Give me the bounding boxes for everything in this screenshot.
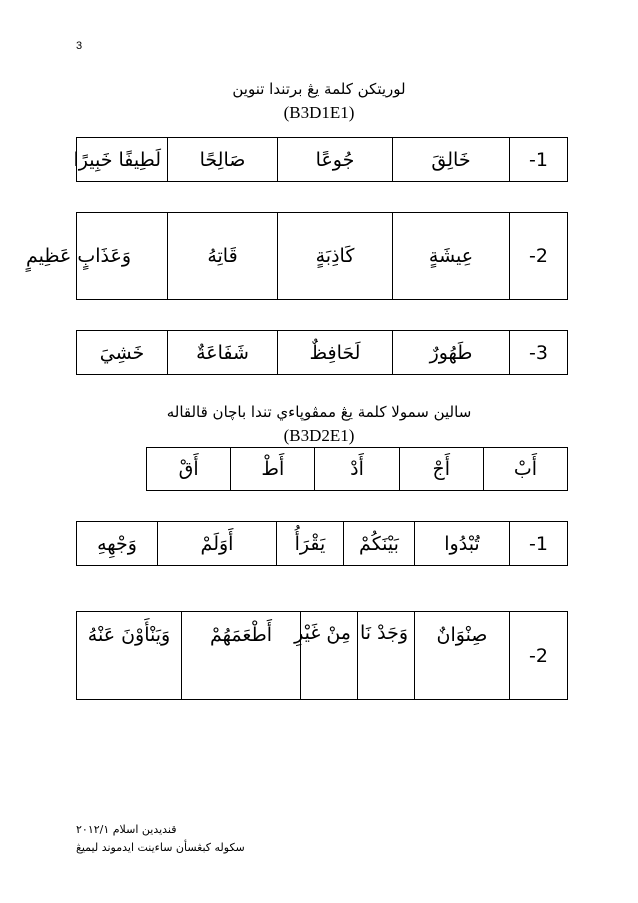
word-cell: بَيْنَكُمْ <box>344 522 415 566</box>
exercise-row-table <box>76 611 568 700</box>
exercise-row-table <box>26 212 568 300</box>
exercise-row-table <box>76 330 568 375</box>
exercise-row-table <box>73 137 568 182</box>
word-cell: تُبْدُوا <box>415 522 510 566</box>
section1-title: لوريتكن كلمة يڠ برتندا تنوين <box>232 80 406 98</box>
word-cell: يَقْرَأُ <box>277 522 344 566</box>
word-cell: وَعَذَابٍ عَظِيمٍ <box>77 213 168 300</box>
letter-cell: أَدْ <box>315 448 399 491</box>
row-number: -3 <box>510 331 568 375</box>
row-number: -1 <box>510 522 568 566</box>
section2-code: (B3D2E1) <box>283 426 355 445</box>
word-cell: صِنْوَانٌ <box>415 612 510 700</box>
row-number: -1 <box>510 138 568 182</box>
qalqalah-letters-table <box>146 447 568 491</box>
word-cell: قَاتِهُ <box>168 213 278 300</box>
word-cell: صَالِحًا <box>168 138 278 182</box>
word-cell: كَاذِبَةٍ <box>278 213 393 300</box>
word-cell: مِنْ غَيْرِ <box>301 612 358 700</box>
row-number: -2 <box>510 612 568 700</box>
exercise-row-table <box>76 521 568 566</box>
word-cell: جُوعًا <box>278 138 393 182</box>
word-cell: وَيَنْأَوْنَ عَنْهُ <box>77 612 182 700</box>
word-cell: خَالِقَ <box>393 138 510 182</box>
word-cell: لَطِيفًا خَبِيرًا <box>77 138 168 182</box>
word-cell: عِيشَةٍ <box>393 213 510 300</box>
word-cell: أَطْعَمَهُمْ <box>182 612 301 700</box>
letter-cell: أَبْ <box>483 448 567 491</box>
word-cell: شَفَاعَةٌ <box>168 331 278 375</box>
footer-line-2: سكوله كبڠسأن ساءينت ايدموند ليميڠ <box>76 841 245 854</box>
word-cell: لَحَافِظٌ <box>278 331 393 375</box>
footer-line-1: قنديدين اسلام ٢٠١٢/١ <box>76 823 177 836</box>
word-cell: طَهُورٌ <box>393 331 510 375</box>
page-number: 3 <box>76 40 83 52</box>
row-number: -2 <box>510 213 568 300</box>
letter-cell: أَقْ <box>147 448 231 491</box>
section2-title: سالين سمولا كلمة يڠ ممڤوڽاءي تندا باچان قالقاله <box>166 403 472 421</box>
word-cell: وَجْهِهِ <box>77 522 158 566</box>
letter-cell: أَطْ <box>231 448 315 491</box>
word-cell: خَشِيَ <box>77 331 168 375</box>
letter-cell: أَجْ <box>399 448 483 491</box>
word-cell: وَجَدْ نَا <box>358 612 415 700</box>
section1-code: (B3D1E1) <box>283 103 355 122</box>
word-cell: أَوَلَمْ <box>158 522 277 566</box>
